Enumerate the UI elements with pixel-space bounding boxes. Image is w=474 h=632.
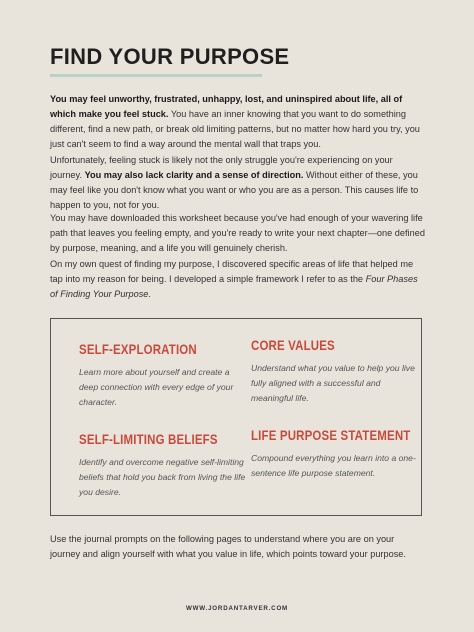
phase-self-exploration [79,341,249,410]
four-phases-box [50,318,422,516]
phase-description: Understand what you value to help you live fully aligned with a successful and meaningful life. [251,363,415,403]
phase-description: Learn more about yourself and create a deep connection with every edge of your character. [79,367,234,407]
intro-p2-bold: You may also lack clarity and a sense of direction. [84,170,304,180]
closing-paragraph: Use the journal prompts on the following pages to understand where you are on your journey and align yourself with what you value in life, which points toward your purpose. [50,534,406,559]
intro-p1-text: You have an inner knowing that you want to do something different, find a new path, or break old limiting patterns, but no matter how hard you try, you just can't seem to find a way around the mental wall that traps you. [50,109,420,149]
intro-paragraph-1 [50,92,426,152]
phase-title: CORE VALUES [251,337,335,353]
phase-title: SELF-LIMITING BELIEFS [79,431,218,447]
intro-p2-start: Unfortunately, feeling stuck is likely not the only struggle you're experiencing on your journey. [50,155,393,180]
intro-p4-end: . [148,289,151,299]
phase-description: Identify and overcome negative self-limiting beliefs that hold you back from living the life you desire. [79,457,246,497]
page-title: FIND YOUR PURPOSE [50,44,290,69]
phase-title: LIFE PURPOSE STATEMENT [251,427,411,443]
intro-p2-text: Without either of these, you may feel like you don't know what you want or who you are as a person. This causes life to happen to you, not for you. [50,170,419,210]
phase-self-limiting-beliefs [79,431,249,500]
phase-life-purpose-statement [251,427,421,481]
intro-paragraph-4 [50,257,426,302]
intro-paragraph-2 [50,153,426,213]
phase-title: SELF-EXPLORATION [79,341,197,357]
title-underline [50,74,262,77]
intro-p1-bold: You may feel unworthy, frustrated, unhappy, lost, and uninspired about life, all of which make you feel stuck. [50,94,403,119]
footer-website: WWW.JORDANTARVER.COM [185,605,289,612]
phase-description: Compound everything you learn into a one-sentence life purpose statement. [251,453,416,478]
framework-name: Four Phases of Finding Your Purpose [50,274,418,299]
intro-paragraph-3: You may have downloaded this worksheet because you've had enough of your wavering life path that leaves you feeling empty, and you're ready to write your next chapter—one defined by purpose, meaning, and a life you will genuinely cherish. [50,213,425,253]
phase-core-values [251,337,421,406]
intro-p4-start: On my own quest of finding my purpose, I discovered specific areas of life that helped me tap into my reason for being. I developed a simple framework I refer to as the [50,259,414,284]
